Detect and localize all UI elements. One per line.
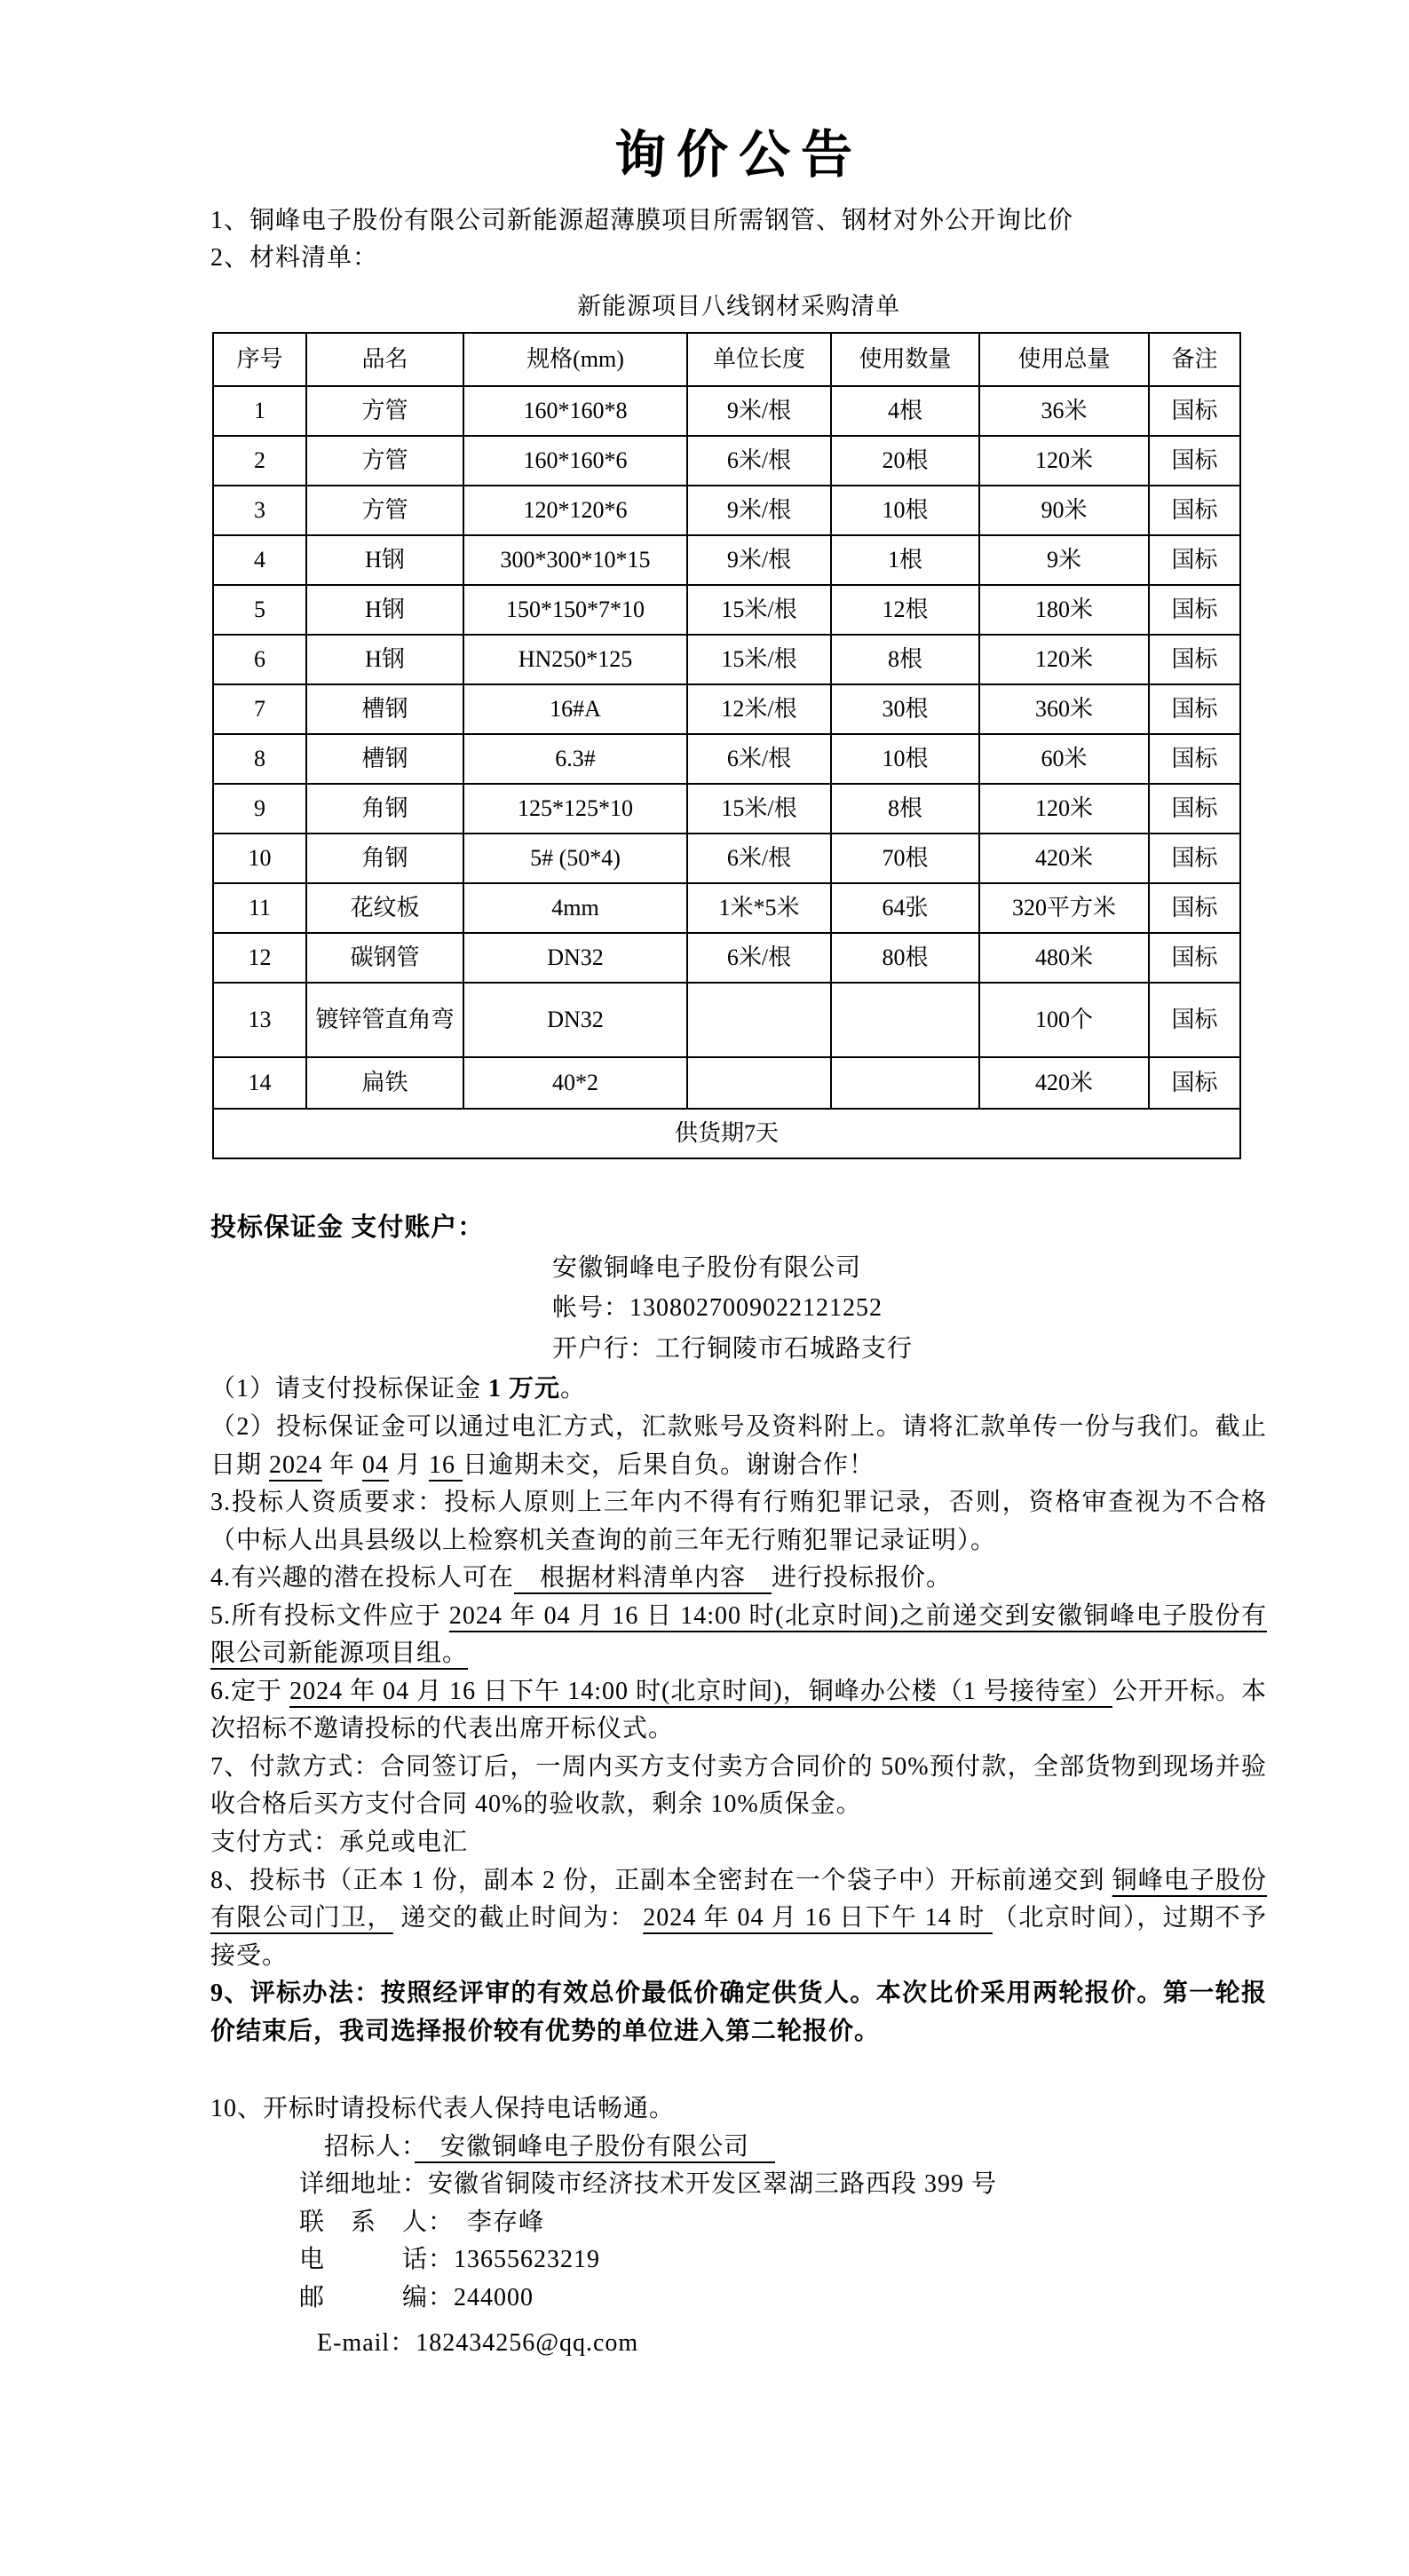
clause-7: 7、付款方式：合同签订后，一周内买方支付卖方合同价的 50%预付款，全部货物到现场并验收合格后买方支付合同 40%的验收款，剩余 10%质保金。 — [210, 1752, 1267, 1819]
header-cell-no: 序号 — [213, 333, 306, 386]
cell-name: 镀锌管直角弯 — [306, 983, 463, 1057]
contact-email: E-mail：182434256@qq.com — [317, 2328, 639, 2357]
cell-no: 4 — [213, 535, 306, 585]
bidder-label: 招标人： — [324, 2132, 416, 2161]
table-row — [213, 635, 1240, 684]
table-row — [213, 933, 1240, 983]
cell-quantity: 80根 — [831, 933, 979, 983]
intro-item-1: 1、铜峰电子股份有限公司新能源超薄膜项目所需钢管、钢材对外公开询比价 — [210, 206, 1074, 234]
cell-unit-length: 9米/根 — [687, 386, 831, 436]
cell-no: 12 — [213, 933, 306, 983]
cell-total: 180米 — [979, 585, 1149, 635]
cell-quantity: 1根 — [831, 535, 979, 585]
cell-no: 14 — [213, 1057, 306, 1109]
cell-quantity: 30根 — [831, 684, 979, 734]
cell-name: 槽钢 — [306, 734, 463, 784]
text-run: 公开开标。本次招标不邀请投标的代表出席开标仪式。 — [210, 1677, 1267, 1743]
cell-spec: HN250*125 — [463, 635, 687, 684]
cell-total: 360米 — [979, 684, 1149, 734]
submission-deadline: 2024 年 04 月 16 日 14:00 时(北京时间)之前递交到安徽铜峰电子股份有限公司新能源项目组。 — [210, 1601, 1267, 1668]
deposit-note-1 — [210, 1371, 1267, 1409]
cell-name: H钢 — [306, 635, 463, 684]
document-title: 询价公告 — [613, 126, 863, 184]
text-run: 递交的截止时间为： — [392, 1904, 644, 1932]
cell-note: 国标 — [1149, 585, 1240, 635]
cell-no: 2 — [213, 436, 306, 486]
cell-spec: DN32 — [463, 933, 687, 983]
cell-name: H钢 — [306, 585, 463, 635]
table-row — [213, 883, 1240, 933]
cell-spec: 120*120*6 — [463, 486, 687, 535]
header-cell-note: 备注 — [1149, 333, 1240, 386]
text-run: 5.所有投标文件应于 — [210, 1601, 449, 1630]
cell-note: 国标 — [1149, 386, 1240, 436]
cell-quantity: 10根 — [831, 486, 979, 535]
table-row — [213, 1057, 1240, 1109]
clause-5 — [210, 1598, 1267, 1673]
materials-table — [212, 332, 1241, 1159]
deposit-amount: 1 万元 — [488, 1375, 561, 1403]
cell-total: 480米 — [979, 933, 1149, 983]
contact-zip: 邮 编：244000 — [299, 2284, 534, 2312]
table-row — [213, 436, 1240, 486]
cell-name: H钢 — [306, 535, 463, 585]
text-run: 。 — [560, 1375, 587, 1403]
cell-unit-length: 9米/根 — [687, 486, 831, 535]
bidder-line — [324, 2129, 1267, 2167]
cell-note: 国标 — [1149, 933, 1240, 983]
text-run: （1）请支付投标保证金 — [210, 1375, 489, 1403]
text-run: 进行投标报价。 — [772, 1564, 953, 1592]
cell-total: 320平方米 — [979, 883, 1149, 933]
cell-unit-length — [687, 983, 831, 1057]
cell-unit-length: 6米/根 — [687, 834, 831, 883]
cell-spec: DN32 — [463, 983, 687, 1057]
cell-quantity: 20根 — [831, 436, 979, 486]
deadline-year: 2024 — [269, 1450, 323, 1479]
clause-8 — [210, 1862, 1267, 1976]
cell-note: 国标 — [1149, 684, 1240, 734]
cell-unit-length: 9米/根 — [687, 535, 831, 585]
cell-total: 60米 — [979, 734, 1149, 784]
table-row — [213, 535, 1240, 585]
text-run: 4.有兴趣的潜在投标人可在 — [210, 1564, 515, 1592]
cell-spec: 160*160*8 — [463, 386, 687, 436]
text-run: 年 — [322, 1450, 363, 1479]
cell-name: 碳钢管 — [306, 933, 463, 983]
contact-address: 详细地址：安徽省铜陵市经济技术开发区翠湖三路西段 399 号 — [299, 2170, 998, 2199]
text-run: 8、投标书（正本 1 份，副本 2 份，正副本全密封在一个袋子中）开标前递交到 — [210, 1866, 1112, 1894]
cell-note: 国标 — [1149, 983, 1240, 1057]
clause-7-payment-method: 支付方式：承兑或电汇 — [210, 1829, 469, 1856]
bank-branch: 开户行：工行铜陵市石城路支行 — [552, 1334, 914, 1363]
table-row — [213, 585, 1240, 635]
cell-spec: 40*2 — [463, 1057, 687, 1109]
deposit-note-2 — [210, 1409, 1267, 1484]
deposit-heading: 投标保证金 支付账户： — [210, 1213, 485, 1242]
cell-total: 120米 — [979, 784, 1149, 834]
cell-total: 100个 — [979, 983, 1149, 1057]
header-cell-name: 品名 — [306, 333, 463, 386]
cell-total: 120米 — [979, 436, 1149, 486]
clause-4 — [210, 1560, 1267, 1598]
cell-spec: 6.3# — [463, 734, 687, 784]
intro-item-2: 2、材料清单： — [210, 244, 379, 273]
cell-spec: 16#A — [463, 684, 687, 734]
cell-quantity: 10根 — [831, 734, 979, 784]
table-row — [213, 734, 1240, 784]
header-cell-quantity: 使用数量 — [831, 333, 979, 386]
delivery-gatehouse: 铜峰电子股份有限公司门卫， — [210, 1866, 1267, 1932]
text-run: 6.定于 — [210, 1677, 290, 1705]
cell-quantity: 64张 — [831, 883, 979, 933]
table-row — [213, 784, 1240, 834]
cell-spec: 160*160*6 — [463, 436, 687, 486]
cell-no: 11 — [213, 883, 306, 933]
cell-name: 方管 — [306, 486, 463, 535]
cell-name: 扁铁 — [306, 1057, 463, 1109]
cell-unit-length: 12米/根 — [687, 684, 831, 734]
cell-no: 9 — [213, 784, 306, 834]
cell-unit-length: 1米*5米 — [687, 883, 831, 933]
deadline-day: 16 — [429, 1450, 463, 1479]
table-row — [213, 834, 1240, 883]
quote-basis: 根据材料清单内容 — [514, 1564, 772, 1592]
table-row — [213, 486, 1240, 535]
cell-no: 8 — [213, 734, 306, 784]
text-run: 月 — [389, 1450, 430, 1479]
contact-person: 联 系 人： 李存峰 — [299, 2208, 545, 2236]
cell-quantity — [831, 983, 979, 1057]
bid-deadline: 2024 年 04 月 16 日下午 14 时 — [643, 1904, 993, 1932]
header-cell-spec: 规格(mm) — [463, 333, 687, 386]
cell-name: 角钢 — [306, 834, 463, 883]
cell-no: 5 — [213, 585, 306, 635]
cell-total: 420米 — [979, 1057, 1149, 1109]
cell-note: 国标 — [1149, 784, 1240, 834]
cell-spec: 4mm — [463, 883, 687, 933]
cell-total: 420米 — [979, 834, 1149, 883]
delivery-period: 供货期7天 — [213, 1109, 1240, 1158]
header-cell-unit-length: 单位长度 — [687, 333, 831, 386]
cell-note: 国标 — [1149, 734, 1240, 784]
cell-no: 7 — [213, 684, 306, 734]
cell-no: 3 — [213, 486, 306, 535]
cell-quantity: 8根 — [831, 784, 979, 834]
table-footer-row — [213, 1109, 1240, 1158]
cell-quantity: 8根 — [831, 635, 979, 684]
clause-10: 10、开标时请投标代表人保持电话畅通。 — [210, 2095, 676, 2123]
cell-quantity — [831, 1057, 979, 1109]
bank-info-block — [552, 1250, 1267, 1369]
bidder-name: 安徽铜峰电子股份有限公司 — [415, 2132, 776, 2161]
header-cell-total: 使用总量 — [979, 333, 1149, 386]
cell-no: 13 — [213, 983, 306, 1057]
text-run: （北京时间），过期不予接受。 — [210, 1904, 1267, 1970]
clause-3: 3.投标人资质要求：投标人原则上三年内不得有行贿犯罪记录，否则，资格审查视为不合格（中标人出具县级以上检察机关查询的前三年无行贿犯罪记录证明）。 — [210, 1489, 1267, 1554]
cell-spec: 125*125*10 — [463, 784, 687, 834]
cell-total: 9米 — [979, 535, 1149, 585]
bank-company: 安徽铜峰电子股份有限公司 — [552, 1253, 862, 1282]
cell-name: 花纹板 — [306, 883, 463, 933]
table-row — [213, 386, 1240, 436]
cell-unit-length: 15米/根 — [687, 784, 831, 834]
cell-total: 90米 — [979, 486, 1149, 535]
clause-6 — [210, 1673, 1267, 1749]
text-run: 日逾期未交，后果自负。谢谢合作！ — [463, 1450, 875, 1479]
cell-note: 国标 — [1149, 834, 1240, 883]
cell-note: 国标 — [1149, 1057, 1240, 1109]
contact-phone: 电 话：13655623219 — [299, 2246, 601, 2274]
cell-no: 6 — [213, 635, 306, 684]
cell-name: 方管 — [306, 386, 463, 436]
clause-9: 9、评标办法：按照经评审的有效总价最低价确定供货人。本次比价采用两轮报价。第一轮报价结束后，我司选择报价较有优势的单位进入第二轮报价。 — [210, 1979, 1267, 2045]
cell-note: 国标 — [1149, 883, 1240, 933]
cell-spec: 150*150*7*10 — [463, 585, 687, 635]
cell-name: 角钢 — [306, 784, 463, 834]
table-body — [213, 386, 1240, 1109]
cell-total: 120米 — [979, 635, 1149, 684]
bank-account: 帐号：1308027009022121252 — [552, 1294, 883, 1323]
cell-no: 10 — [213, 834, 306, 883]
table-header — [213, 333, 1240, 386]
cell-quantity: 12根 — [831, 585, 979, 635]
opening-time-place: 2024 年 04 月 16 日下午 14:00 时(北京时间)，铜峰办公楼（1 号接待室） — [289, 1677, 1112, 1705]
cell-unit-length: 6米/根 — [687, 734, 831, 784]
table-caption: 新能源项目八线钢材采购清单 — [577, 292, 900, 320]
contact-section — [299, 2129, 1267, 2362]
cell-note: 国标 — [1149, 535, 1240, 585]
cell-note: 国标 — [1149, 635, 1240, 684]
intro-section — [210, 202, 1267, 278]
cell-unit-length: 6米/根 — [687, 436, 831, 486]
cell-note: 国标 — [1149, 436, 1240, 486]
table-row — [213, 983, 1240, 1057]
cell-total: 36米 — [979, 386, 1149, 436]
text-run: （2）投标保证金可以通过电汇方式，汇款账号及资料附上。请将汇款单传一份与我们。截止日期 — [210, 1412, 1267, 1479]
clauses-section — [210, 1371, 1267, 2128]
cell-name: 槽钢 — [306, 684, 463, 734]
cell-spec: 300*300*10*15 — [463, 535, 687, 585]
cell-note: 国标 — [1149, 486, 1240, 535]
cell-spec: 5# (50*4) — [463, 834, 687, 883]
deadline-month: 04 — [362, 1450, 390, 1479]
table-row — [213, 684, 1240, 734]
cell-quantity: 4根 — [831, 386, 979, 436]
cell-no: 1 — [213, 386, 306, 436]
cell-unit-length — [687, 1057, 831, 1109]
cell-unit-length: 15米/根 — [687, 585, 831, 635]
cell-name: 方管 — [306, 436, 463, 486]
cell-unit-length: 15米/根 — [687, 635, 831, 684]
cell-quantity: 70根 — [831, 834, 979, 883]
cell-unit-length: 6米/根 — [687, 933, 831, 983]
